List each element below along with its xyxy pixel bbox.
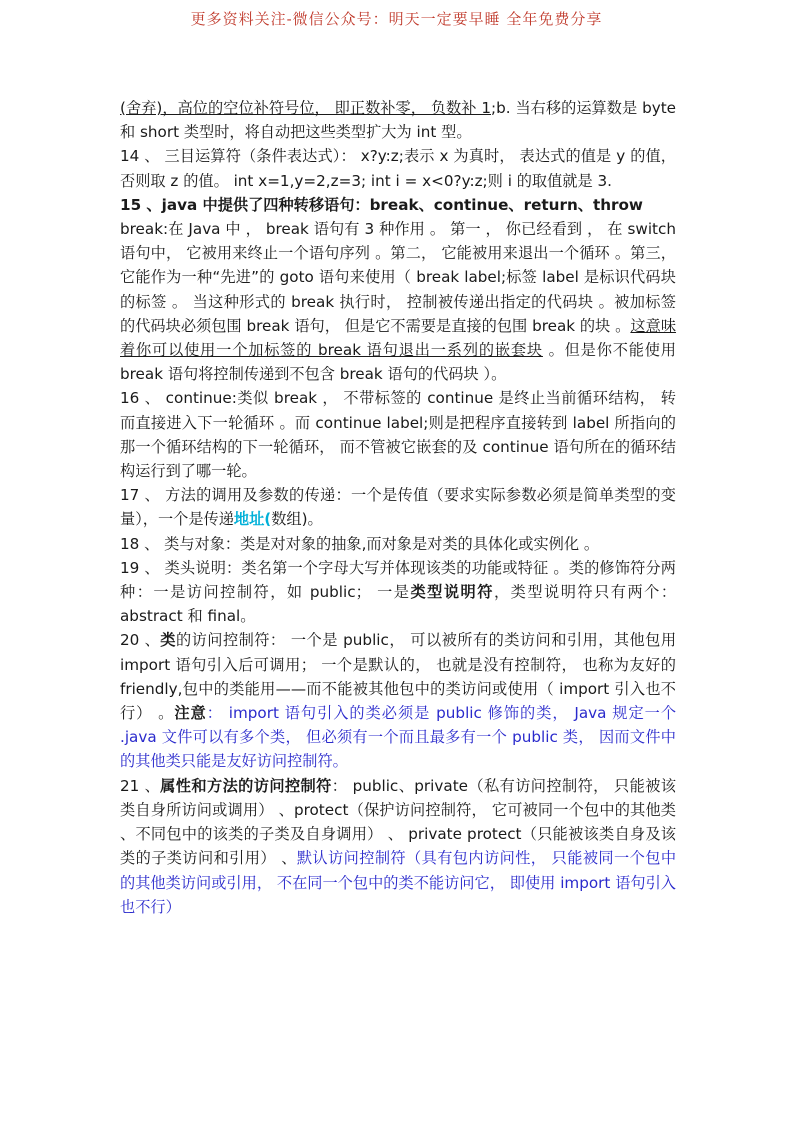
paragraph-text: ;b. 当右移的运算数是 byte 和 short 类型时，将自动把这些类型扩大为 int 型。	[120, 99, 676, 142]
paragraph-number: 20 、	[120, 631, 161, 650]
paragraph-15	[120, 193, 676, 387]
note-label: 注意	[174, 704, 207, 723]
paragraph-text: 数组)。	[271, 510, 323, 529]
paragraph-text: break:在 Java 中 ， break 语句有 3 种作用 。 第一 ， 你已经看到 ， 在 switch 语句中， 它被用来终止一个语句序列 。第二， 它能被用来退出一个循环 。第三， 它能作为一种“先进”的 goto 语句来使用（ break label;标签 label 是标识代码块的标签 。 当这种形式的 break 执行时， 控制被传递出指定的代码块 。被加标签的代码块必须包围 break 语句， 但是它不需要是直接的包围 break 的块 。	[120, 220, 676, 335]
bold-term: 属性和方法的访问控制符	[160, 776, 332, 795]
paragraph-18: 18 、 类与对象：类是对对象的抽象,而对象是对类的具体化或实例化 。	[120, 534, 600, 553]
underlined-text: (舍弃)，高位的空位补符号位， 即正数补零， 负数补 1	[120, 99, 491, 117]
paragraph-text: 17 、 方法的调用及参数的传递：一个是传值（要求实际参数必须是简单类型的变量），一个是传递	[120, 486, 676, 529]
paragraph-number: 21 、	[120, 776, 161, 795]
paragraph-17	[120, 483, 676, 531]
paragraph-19	[120, 556, 676, 629]
paragraph-14: 14 、 三目运算符（条件表达式）： x?y:z;表示 x 为真时， 表达式的值是 y 的值， 否则取 z 的值。 int x=1,y=2,z=3; int i = x<0?y:z;则 i 的取值就是 3.	[120, 147, 676, 190]
page-header: 更多资料关注-微信公众号：明天一定要早睡 全年免费分享	[190, 10, 603, 28]
document-body	[120, 96, 676, 919]
blue-note-text: ： import 语句引入的类必须是 public 修饰的类， Java 规定一个 .java 文件可以有多个类， 但必须有一个而且最多有一个 public 类， 因而文件中的其他类只能是友好访问控制符。	[120, 704, 677, 771]
blue-note-text: 默认访问控制符（具有包内访问性， 只能被同一个包中的其他类访问或引用， 不在同一个包中的类不能访问它， 即使用 import 语句引入也不行）	[120, 849, 677, 916]
paragraph-13	[120, 96, 676, 144]
paragraph-text: 。但是你不能使用 break 语句将控制传递到不包含 break 语句的代码块 ）。	[120, 341, 676, 384]
paragraph-20	[120, 628, 676, 773]
address-link[interactable]: 地址(	[233, 510, 272, 529]
bold-term: 类	[160, 631, 176, 650]
paragraph-text: 的访问控制符： 一个是 public， 可以被所有的类访问和引用，其他包用 import 语句引入后可调用； 一个是默认的， 也就是没有控制符， 也称为友好的 friendly,包中的类能用——而不能被其他包中的类访问或使用（ import 引入也不行） 。	[120, 631, 677, 723]
paragraph-text: ，类型说明符只有两个： abstract 和 final。	[120, 583, 677, 626]
bold-term: 类型说明符	[410, 583, 494, 602]
section-title: 15 、java 中提供了四种转移语句：break、continue、return、throw	[120, 195, 643, 214]
underlined-text: 这意味着你可以使用一个加标签的 break 语句退出一系列的嵌套块	[120, 316, 677, 360]
paragraph-text: ： public、private（私有访问控制符， 只能被该类自身所访问或调用） 、protect（保护访问控制符， 它可被同一个包中的其他类 、不同包中的该类的子类及自身调用） 、 private protect（只能被该类自身及该类的子类访问和引用） 、	[120, 776, 676, 868]
paragraph-16: 16 、 continue:类似 break ， 不带标签的 continue 是终止当前循环结构， 转而直接进入下一轮循环 。而 continue label;则是把程序直接转到 label 所指向的那一个循环结构的下一轮循环， 而不管被它嵌套的及 continue 语句所在的循环结构运行到了哪一轮。	[120, 389, 676, 481]
paragraph-21	[120, 774, 676, 919]
paragraph-text: 19 、 类头说明：类名第一个字母大写并体现该类的功能或特征 。类的修饰符分两种：一是访问控制符，如 public； 一是	[120, 558, 676, 602]
